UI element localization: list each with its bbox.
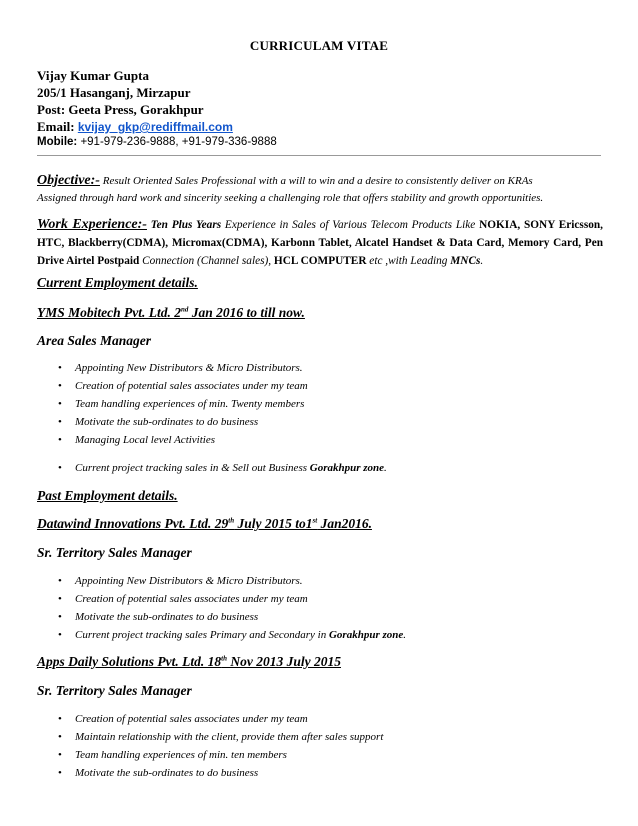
email-row <box>37 119 233 135</box>
past-duties-list-2 <box>48 710 383 782</box>
bullet-zone: Gorakhpur zone <box>328 629 404 641</box>
list-item: • Motivate the sub-ordinates to do business <box>48 608 406 626</box>
list-item: • Maintain relationship with the client, provide them after sales support <box>48 728 383 746</box>
objective-text-line2: Assigned through hard work and sincerity seeking a challenging role that offers stability and growth opportunities. <box>37 192 544 204</box>
list-item: • Appointing New Distributors & Micro Distributors. <box>48 359 308 377</box>
current-role: Area Sales Manager <box>37 333 152 348</box>
objective-text-line1: Result Oriented Sales Professional with a will to win and a desire to consistently deliver on KRAs <box>99 175 533 187</box>
current-duties-list-extra <box>48 459 387 477</box>
past-employment-heading: Past Employment details. <box>37 488 178 503</box>
past-role-1: Sr. Territory Sales Manager <box>37 545 192 560</box>
past-company-1 <box>37 516 372 532</box>
experience-brands: NOKIA, SONY Ericsson, HTC, Blackberry(CDMA), Micromax(CDMA), Karbonn Tablet, Alcatel Handset & Data Card, Memory Card, Pen Drive Airtel Postpaid <box>37 219 603 267</box>
bullet-end: . <box>403 629 407 641</box>
experience-text-2: Connection (Channel sales), <box>139 255 274 267</box>
list-item: • Team handling experiences of min. Twenty members <box>48 395 308 413</box>
list-item: • Appointing New Distributors & Micro Distributors. <box>48 572 406 590</box>
experience-brand-hcl: HCL COMPUTER <box>273 255 367 267</box>
current-company-name: YMS Mobitech Pvt. Ltd. 2 <box>37 305 181 320</box>
email-link[interactable]: kvijay_gkp@rediffmail.com <box>77 120 233 134</box>
objective-label: Objective:- <box>37 173 100 188</box>
list-item: • Creation of potential sales associates under my team <box>48 590 406 608</box>
past-company-1-name: Datawind Innovations Pvt. Ltd. 29 <box>37 516 229 531</box>
list-item <box>48 626 406 644</box>
list-item: • Team handling experiences of min. ten members <box>48 746 383 764</box>
document-title: CURRICULAM VITAE <box>249 38 389 53</box>
bullet-zone: Gorakhpur zone <box>309 462 385 474</box>
work-experience-section <box>37 216 603 270</box>
list-item <box>48 459 387 477</box>
list-item: • Motivate the sub-ordinates to do business <box>48 413 308 431</box>
current-company-dates: Jan 2016 to till now. <box>188 305 305 320</box>
list-item: • Creation of potential sales associates under my team <box>48 377 308 395</box>
current-employment-heading: Current Employment details. <box>37 275 198 290</box>
address-line-2: Post: Geeta Press, Gorakhpur <box>37 102 204 117</box>
past-company-2-sup: th <box>221 654 227 663</box>
current-company <box>37 305 305 321</box>
list-item: • Motivate the sub-ordinates to do business <box>48 764 383 782</box>
email-label: Email: <box>37 119 78 134</box>
address-line-1: 205/1 Hasanganj, Mirzapur <box>37 85 191 100</box>
past-company-1-sup2: st <box>312 516 318 525</box>
list-item: • Managing Local level Activities <box>48 431 308 449</box>
experience-text-3: etc ,with Leading <box>366 255 451 267</box>
past-role-2: Sr. Territory Sales Manager <box>37 683 192 698</box>
bullet-end: . <box>384 462 387 474</box>
bullet-text: Current project tracking sales Primary and Secondary in <box>75 629 329 641</box>
mobile-label: Mobile: <box>37 136 78 148</box>
past-company-2-dates: Nov 2013 July 2015 <box>227 654 341 669</box>
past-company-2 <box>37 654 341 670</box>
work-experience-label: Work Experience:- <box>37 217 147 232</box>
experience-mncs: MNCs <box>450 255 481 267</box>
candidate-name: Vijay Kumar Gupta <box>37 68 149 83</box>
experience-text-4: . <box>480 255 484 267</box>
experience-years: Ten Plus Years <box>146 219 222 231</box>
objective-section <box>37 172 603 207</box>
mobile-row <box>37 136 277 148</box>
list-item: • Creation of potential sales associates under my team <box>48 710 383 728</box>
past-company-1-sup1: th <box>228 516 235 525</box>
past-company-1-mid: July 2015 to1 <box>234 516 313 531</box>
past-company-1-end: Jan2016. <box>317 516 372 531</box>
past-duties-list-1 <box>48 572 406 644</box>
current-duties-list <box>48 359 308 449</box>
header-divider <box>37 155 601 156</box>
bullet-text: Current project tracking sales in & Sell out Business <box>75 462 310 474</box>
experience-text-1: Experience in Sales of Various Telecom Products Like <box>221 219 480 231</box>
current-company-sup: nd <box>181 305 189 314</box>
past-company-2-name: Apps Daily Solutions Pvt. Ltd. 18 <box>37 654 222 669</box>
mobile-numbers: +91-979-236-9888, +91-979-336-9888 <box>77 136 277 148</box>
